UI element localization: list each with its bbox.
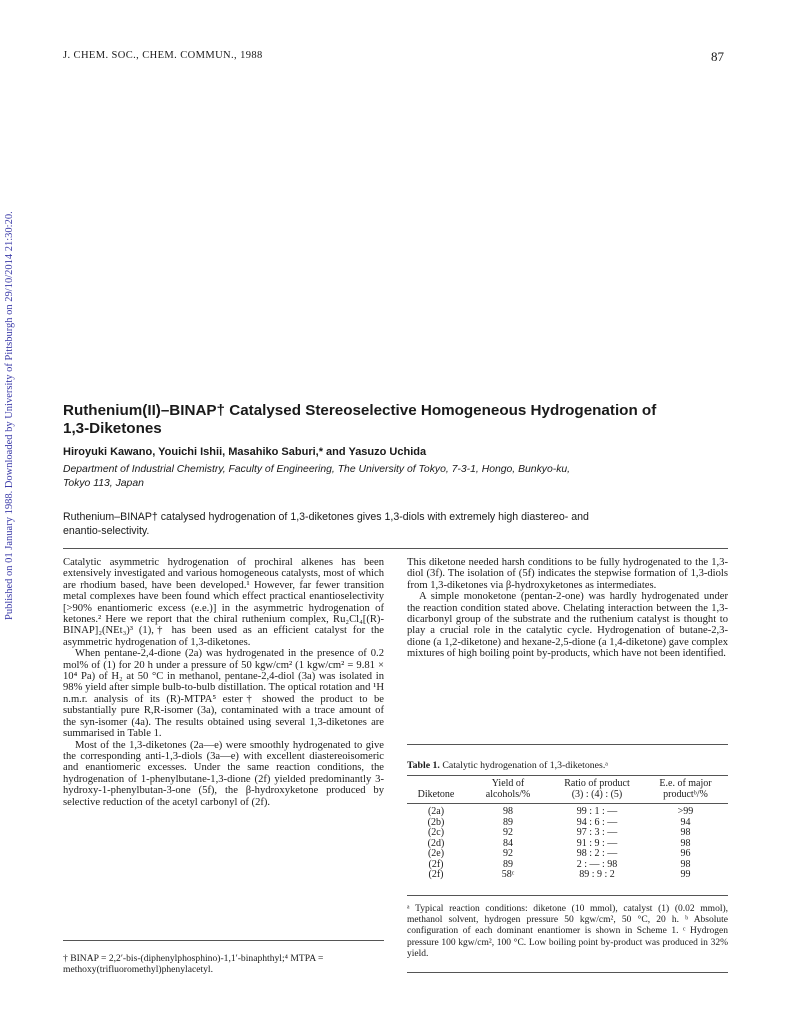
cell-yield: 92: [503, 848, 513, 859]
table-row: [407, 839, 728, 850]
cell-ee: 98: [680, 858, 691, 870]
cell-diketone: (2f): [428, 858, 444, 870]
article-title: [63, 402, 743, 438]
table-top-rule: [407, 744, 728, 745]
cell-yield: 58ᶜ: [501, 869, 515, 880]
body-column-left: [63, 557, 384, 808]
col-header-diketone: Diketone: [417, 789, 455, 800]
download-notice[interactable]: Published on 01 January 1988. Downloaded by University of Pittsburgh on 29/10/2014 21:30:20.: [4, 211, 15, 620]
cell-ratio: 94 : 6 : —: [576, 816, 618, 828]
affiliation-line-2: Tokyo 113, Japan: [63, 477, 144, 489]
affiliation-line-1: Department of Industrial Chemistry, Faculty of Engineering, The University of Tokyo, 7-3-1, Hongo, Bunkyo-ku,: [63, 464, 571, 475]
title-line-1: Ruthenium(II)–BINAP† Catalysed Stereoselective Homogeneous Hydrogenation of: [63, 402, 657, 419]
cell-diketone: (2e): [427, 848, 445, 859]
cell-ratio: 97 : 3 : —: [576, 827, 618, 838]
footnote: † BINAP = 2,2′-bis-(diphenylphosphino)-1,1′-binaphthyl;⁴ MTPA = methoxy(trifluoromethyl)phenylacetyl.: [63, 953, 324, 975]
cell-ratio: 89 : 9 : 2: [579, 869, 615, 880]
table-row: [407, 870, 728, 885]
cell-ratio: 91 : 9 : —: [576, 837, 618, 849]
cell-ratio: 99 : 1 : —: [576, 806, 618, 817]
body-column-right: [407, 557, 728, 660]
cell-diketone: (2d): [427, 837, 445, 849]
cell-ratio: 98 : 2 : —: [576, 848, 618, 859]
cell-diketone: (2b): [427, 816, 445, 828]
table-bottom-rule: [407, 895, 728, 896]
abstract-divider: [63, 548, 728, 549]
table-row: [407, 860, 728, 871]
table-caption-text: Catalytic hydrogenation of 1,3-diketones.ᵃ: [442, 760, 608, 771]
cell-ee: 94: [680, 816, 691, 828]
cell-yield: 89: [503, 858, 513, 870]
table-row: [407, 804, 728, 818]
author-list: Hiroyuki Kawano, Youichi Ishii, Masahiko Saburi,* and Yasuzo Uchida: [63, 446, 427, 458]
body-paragraph: A simple monoketone (pentan-2-one) was hardly hydrogenated under the reaction condition stated above. Chelating interaction between the 1,3-dicarbonyl group of the substrate and the ruthenium catalyst is thought to play a crucial role in the catalytic cycle. Hydrogenation of butane-2,3-dione (a 1,2-diketone) and hexane-2,5-dione (a 1,4-diketone) gave complex mixtures of high boiling point by-products, which have not been identified.: [407, 591, 728, 660]
title-line-2: 1,3-Diketones: [63, 420, 162, 437]
table-row: [407, 849, 728, 860]
results-table: [407, 775, 728, 885]
abstract: [63, 510, 733, 538]
footnote-divider: [63, 940, 384, 941]
cell-diketone: (2c): [427, 827, 445, 838]
cell-yield: 84: [503, 837, 513, 849]
body-paragraph: This diketone needed harsh conditions to be fully hydrogenated to the 1,3-diol (3f). The isolation of (5f) indicates the stepwise formation of 1,3-diols from 1,3-diketones via β-hydroxyketones as intermediates.: [407, 557, 728, 591]
cell-ee: 99: [680, 869, 691, 880]
abstract-line-2: enantio-selectivity.: [63, 525, 150, 537]
column-end-rule: [407, 972, 728, 973]
cell-diketone: (2a): [427, 806, 445, 817]
running-head: J. CHEM. SOC., CHEM. COMMUN., 1988: [63, 50, 263, 61]
col-header-yield: Yield of alcohols/%: [485, 778, 531, 800]
cell-ee: 98: [680, 837, 691, 849]
cell-diketone: (2f): [428, 869, 444, 880]
cell-yield: 92: [503, 827, 513, 838]
cell-yield: 98: [503, 806, 513, 817]
table-footnotes: ᵃ Typical reaction conditions: diketone (10 mmol), catalyst (1) (0.02 mmol), methanol solvent, hydrogen pressure 50 kgw/cm², 50 °C, 20 h. ᵇ Absolute configuration of each dominant enantiomer is shown in Scheme 1. ᶜ Hydrogen pressure 100 kgw/cm², 100 °C. Low boiling point by-product was produced in 32% yield.: [407, 904, 728, 959]
cell-ee: 98: [680, 827, 691, 838]
cell-ee: 96: [680, 848, 691, 859]
table-row: [407, 818, 728, 829]
abstract-line-1: Ruthenium–BINAP† catalysed hydrogenation of 1,3-diketones gives 1,3-diols with extremely high diastereo- and: [63, 511, 589, 523]
table-caption-label: Table 1.: [407, 760, 440, 771]
body-paragraph: Catalytic asymmetric hydrogenation of prochiral alkenes has been extensively investigated and various homogeneous catalysts, most of which are rhodium based, have been developed.¹ However, far fewer transition metal complexes have been found which effect practical enantioselectivity [>90% enantiomeric excess (e.e.)] in the asymmetric hydrogenation of ketones.² Here we report that the chiral ruthenium complex, Ru₂Cl₄[(R)-BINAP]₂(NEt₃)³ (1),† has been used as an efficient catalyst for the asymmetric hydrogenation of 1,3-diketones.: [63, 557, 384, 648]
page-number: 87: [711, 49, 724, 64]
body-paragraph: Most of the 1,3-diketones (2a—e) were smoothly hydrogenated to give the corresponding anti-1,3-diols (3a—e) with excellent diastereoisomeric and enantiomeric excesses. Under the same reaction conditions, the hydrogenation of 1-phenylbutane-1,3-dione (2f) yielded predominantly 3-hydroxy-1-phenylbutan-3-one (5f), the β-hydroxyketone produced by selective reduction of the acetyl carbonyl of (2f).: [63, 739, 384, 808]
col-header-ratio: Ratio of product (3) : (4) : (5): [564, 778, 630, 800]
col-header-ee: E.e. of major productᵇ/%: [659, 778, 712, 800]
table-row: [407, 828, 728, 839]
cell-ratio: 2 : — : 98: [576, 858, 618, 870]
cell-ee: >99: [677, 806, 694, 817]
affiliation: [63, 463, 733, 490]
cell-yield: 89: [503, 816, 513, 828]
table-caption: [407, 760, 608, 771]
body-paragraph: When pentane-2,4-dione (2a) was hydrogenated in the presence of 0.2 mol% of (1) for 20 h under a pressure of 50 kgw/cm² (1 kgw/cm² = 9.81 × 10⁴ Pa) of H₂ at 50 °C in methanol, pentane-2,4-diol (3a) was isolated in 98% yield after simple bulb-to-bulb distillation. The optical rotation and ¹H n.m.r. analysis of its (R)-MTPA⁵ ester† showed the product to be substantially pure R,R-isomer (3a), contaminated with a trace amount of the syn-isomer (4a). The results obtained using several 1,3-diketones are summarised in Table 1.: [63, 648, 384, 740]
